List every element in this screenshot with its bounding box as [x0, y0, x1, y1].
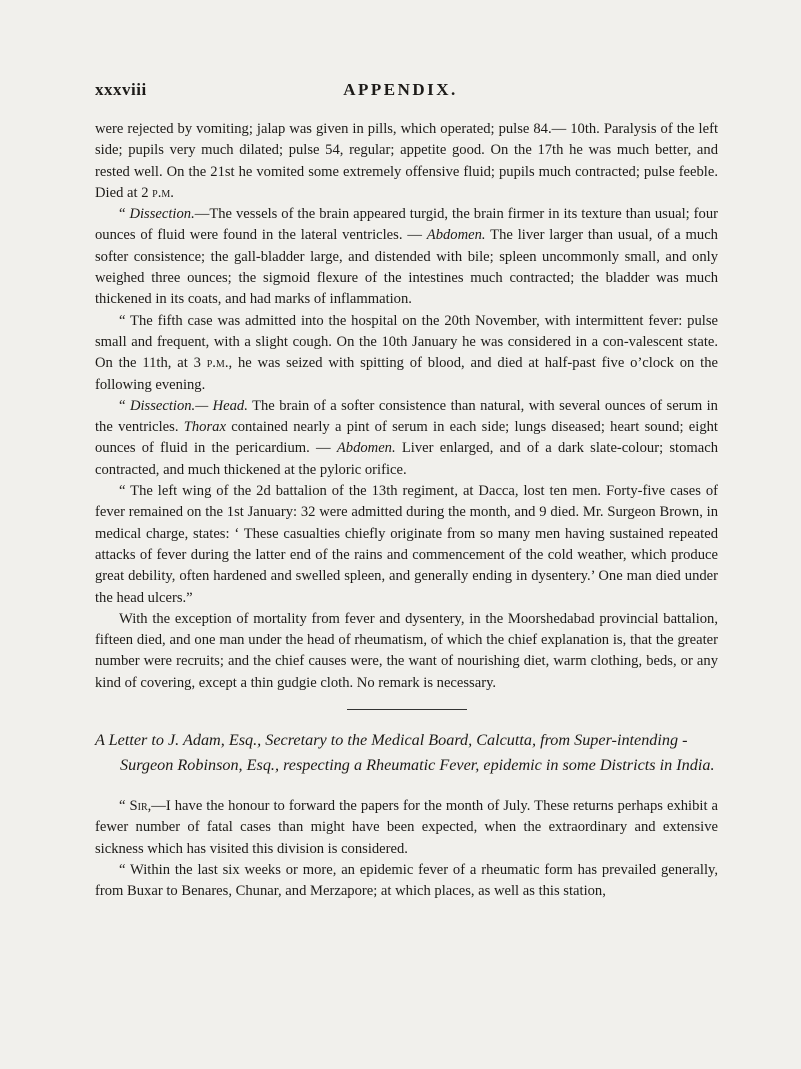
body-text	[95, 119, 718, 903]
paragraph-dissection-5: “ Dissection.— Head. The brain of a softer consistence than natural, with several ounces of serum in the ventricles. Thorax contained nearly a pint of serum in each side; lungs diseased; heart sound; eight ounces of fluid in the pericardium. — Abdomen. Liver enlarged, and of a dark slate-colour; stomach contracted, and much thickened at the pyloric orifice.	[95, 397, 718, 478]
paragraph-letter-opening: “ Sir,—I have the honour to forward the papers for the month of July. These returns perhaps exhibit a fewer number of fatal cases than might have been expected, when the extraordinary and extensive sickness which has visited this division is considered.	[95, 798, 718, 857]
page-number: xxxviii	[95, 80, 147, 99]
paragraph-case-continuation: were rejected by vomiting; jalap was given in pills, which operated; pulse 84.— 10th. Paralysis of the left side; pupils very much dilated; pulse 54, regular; appetite good. On the 17th he was much better, and rested well. On the 21st he vomited some extremely offensive fluid; pupils much contracted; pulse feeble. Died at 2 p.m.	[95, 121, 718, 201]
letter-heading: A Letter to J. Adam, Esq., Secretary to the Medical Board, Calcutta, from Super-intending - Surgeon Robinson, Esq., respecting a Rheumatic Fever, epidemic in some Districts in India.	[95, 731, 715, 775]
paragraph-dacca: “ The left wing of the 2d battalion of the 13th regiment, at Dacca, lost ten men. Forty-five cases of fever remained on the 1st January: 32 were admitted during the month, and 9 died. Mr. Surgeon Brown, in medical charge, states: ‘ These casualties chiefly originate from so many men having sustained repeated attacks of fever during the latter end of the rains and commencement of the cold weather, which produce great debility, often hardened and swelled spleen, and generally ending in dysentery.’ One man died under the head ulcers.”	[95, 483, 718, 606]
page-header	[0, 80, 801, 104]
paragraph-moorshedabad: With the exception of mortality from fever and dysentery, in the Moorshedabad provincial battalion, fifteen died, and one man under the head of rheumatism, of which the chief explanation is, that the greater number were recruits; and the chief causes were, the want of nourishing diet, warm clothing, beds, or any kind of covering, except a thin gudgie cloth. No remark is necessary.	[95, 610, 718, 691]
paragraph-epidemic-fever: “ Within the last six weeks or more, an epidemic fever of a rheumatic form has prevailed generally, from Buxar to Benares, Chunar, and Merzapore; at which places, as well as this station,	[95, 861, 718, 900]
running-title: APPENDIX.	[343, 80, 458, 99]
paragraph-fifth-case: “ The fifth case was admitted into the hospital on the 20th November, with intermittent fever: pulse small and frequent, with a slight cough. On the 10th January he was considered in a con-valescent state. On the 11th, at 3 p.m., he was seized with spitting of blood, and died at half-past five o’clock on the following evening.	[95, 312, 718, 393]
section-divider	[347, 709, 467, 710]
paragraph-dissection-4: “ Dissection.—The vessels of the brain appeared turgid, the brain firmer in its texture than usual; four ounces of fluid were found in the lateral ventricles. — Abdomen. The liver larger than usual, of a much softer consistence; the gall-bladder large, and distended with bile; spleen uncommonly small, and only weighed three ounces; the sigmoid flexure of the intestines much contracted; the bladder was much thickened in its coats, and had marks of inflammation.	[95, 206, 718, 308]
